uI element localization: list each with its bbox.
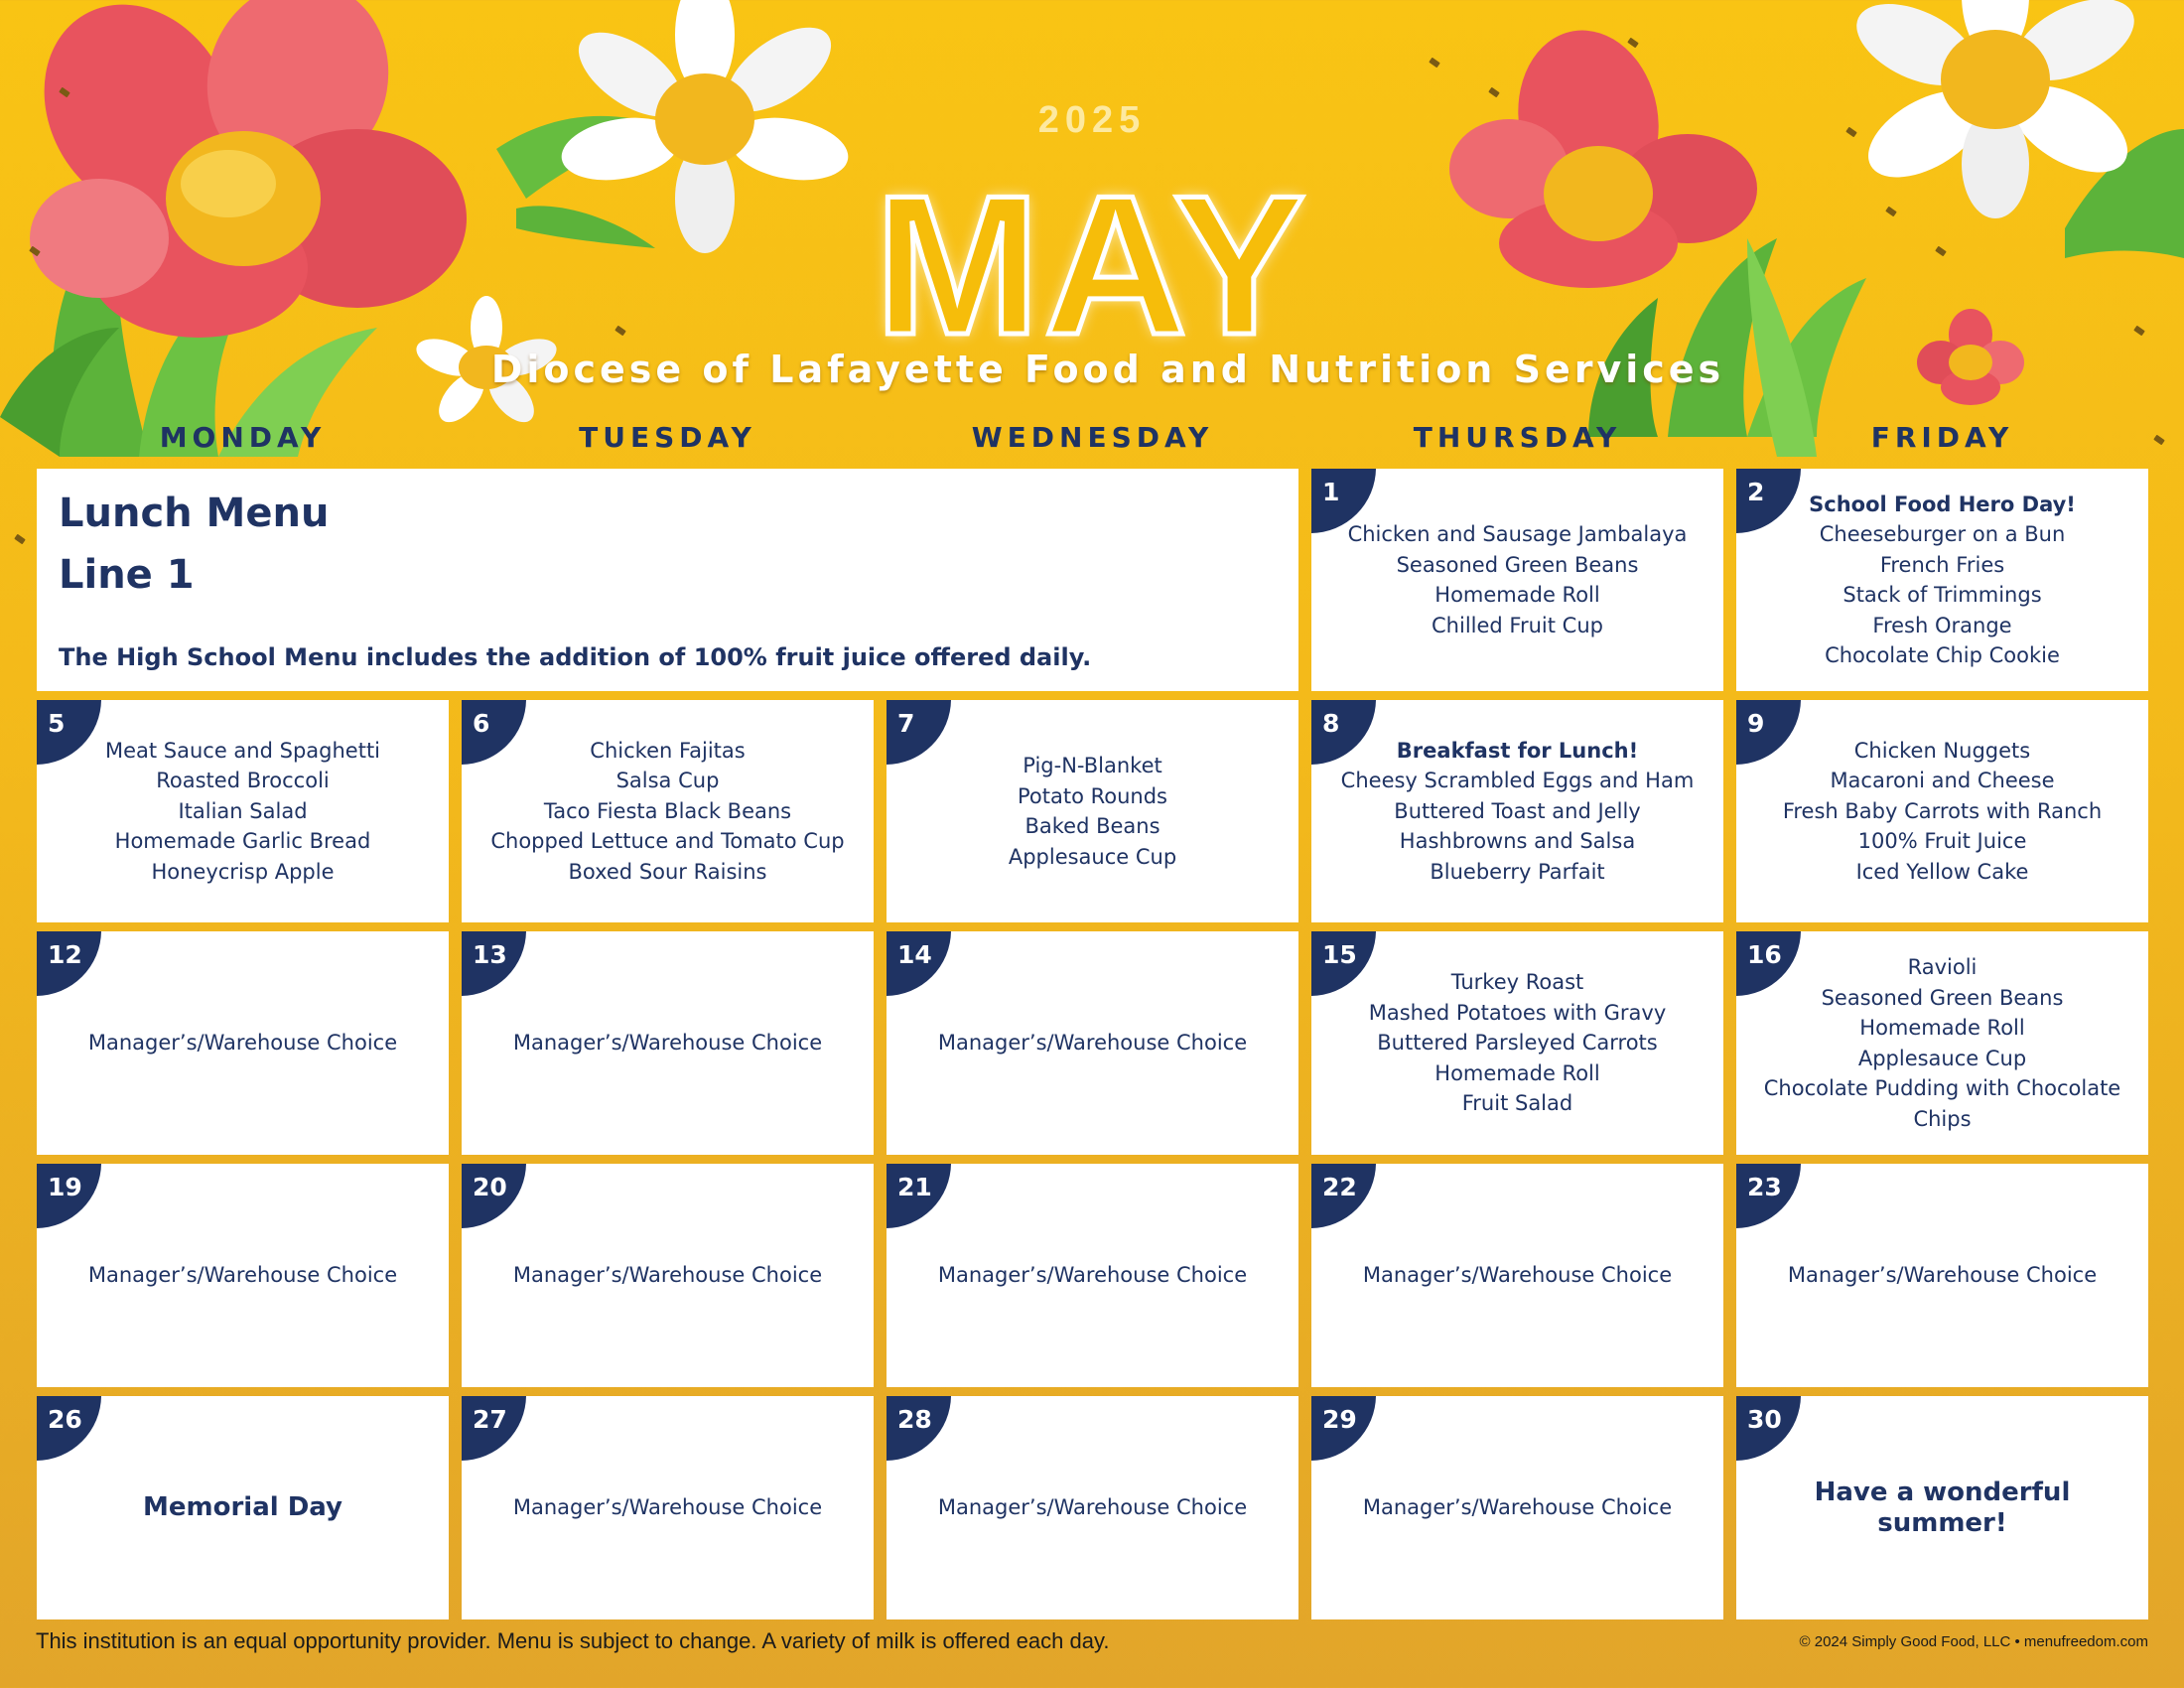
menu-items — [887, 700, 1298, 922]
date-number: 29 — [1322, 1405, 1357, 1434]
menu-item: Turkey Roast — [1450, 970, 1584, 995]
menu-item: Homemade Garlic Bread — [114, 829, 371, 854]
menu-item: Chocolate Chip Cookie — [1825, 643, 2060, 667]
menu-item: Chicken and Sausage Jambalaya — [1347, 522, 1688, 546]
menu-item: Macaroni and Cheese — [1830, 769, 2055, 793]
menu-item: Chips — [1913, 1106, 1972, 1131]
special-day-label: Breakfast for Lunch! — [1396, 738, 1639, 763]
menu-item: Cheesy Scrambled Eggs and Ham — [1340, 769, 1695, 793]
menu-item: Homemade Roll — [1434, 583, 1600, 607]
day-cell-1 — [1311, 469, 1723, 691]
date-number: 23 — [1747, 1173, 1782, 1201]
footer-copyright: © 2024 Simply Good Food, LLC • menufreedom.com — [1799, 1633, 2148, 1650]
menu-items — [1311, 700, 1723, 922]
menu-item: Manager’s/Warehouse Choice — [512, 1495, 823, 1520]
year-label: 2025 — [1037, 99, 1147, 141]
menu-items — [1736, 700, 2148, 922]
menu-item: Buttered Parsleyed Carrots — [1377, 1031, 1658, 1055]
menu-item: Manager’s/Warehouse Choice — [87, 1263, 398, 1288]
menu-title — [59, 483, 329, 606]
menu-item: Manager’s/Warehouse Choice — [512, 1031, 823, 1055]
menu-item: French Fries — [1879, 552, 2005, 577]
date-number: 30 — [1747, 1405, 1782, 1434]
menu-items — [1736, 1164, 2148, 1387]
date-number: 28 — [897, 1405, 932, 1434]
day-cell-19 — [37, 1164, 449, 1387]
menu-item: Honeycrisp Apple — [151, 859, 335, 884]
date-number: 6 — [473, 709, 490, 738]
day-cell-2 — [1736, 469, 2148, 691]
menu-item: Applesauce Cup — [1008, 844, 1177, 869]
day-cell-29 — [1311, 1396, 1723, 1619]
menu-items — [887, 931, 1298, 1155]
date-number: 21 — [897, 1173, 932, 1201]
weekday-wednesday: WEDNESDAY — [971, 421, 1214, 454]
date-number: 8 — [1322, 709, 1340, 738]
date-number: 27 — [473, 1405, 507, 1434]
menu-item: Manager’s/Warehouse Choice — [512, 1263, 823, 1288]
menu-item: Manager’s/Warehouse Choice — [1787, 1263, 2098, 1288]
menu-item: Potato Rounds — [1017, 783, 1167, 808]
menu-items — [462, 700, 874, 922]
menu-item: Salsa Cup — [615, 769, 720, 793]
day-cell-26 — [37, 1396, 449, 1619]
menu-items — [37, 700, 449, 922]
menu-item: Homemade Roll — [1434, 1060, 1600, 1085]
menu-item: Manager’s/Warehouse Choice — [937, 1263, 1248, 1288]
day-cell-30 — [1736, 1396, 2148, 1619]
weekday-tuesday: TUESDAY — [579, 421, 756, 454]
menu-items — [37, 931, 449, 1155]
menu-items — [1736, 1396, 2148, 1619]
date-number: 16 — [1747, 940, 1782, 969]
date-number: 22 — [1322, 1173, 1357, 1201]
day-cell-16 — [1736, 931, 2148, 1155]
date-number: 20 — [473, 1173, 507, 1201]
menu-items — [1736, 931, 2148, 1155]
day-cell-23 — [1736, 1164, 2148, 1387]
menu-item: Fresh Baby Carrots with Ranch — [1782, 798, 2103, 823]
date-number: 5 — [48, 709, 66, 738]
menu-items — [887, 1164, 1298, 1387]
day-cell-14 — [887, 931, 1298, 1155]
menu-item: Stack of Trimmings — [1843, 583, 2042, 607]
menu-title-line1: Lunch Menu — [59, 491, 330, 536]
menu-items — [887, 1396, 1298, 1619]
date-number: 13 — [473, 940, 507, 969]
menu-items — [1311, 1396, 1723, 1619]
menu-item: Seasoned Green Beans — [1396, 552, 1639, 577]
menu-item: Seasoned Green Beans — [1821, 985, 2064, 1010]
day-cell-8 — [1311, 700, 1723, 922]
weekday-monday: MONDAY — [159, 421, 327, 454]
menu-item: Cheeseburger on a Bun — [1819, 522, 2066, 546]
date-number: 9 — [1747, 709, 1765, 738]
organization-name: Diocese of Lafayette Food and Nutrition Services — [490, 348, 1725, 391]
menu-item: Pig-N-Blanket — [1023, 754, 1162, 777]
juice-note: The High School Menu includes the addition of 100% fruit juice offered daily. — [59, 643, 1092, 671]
menu-items — [462, 1396, 874, 1619]
menu-item: 100% Fruit Juice — [1857, 829, 2027, 854]
day-cell-9 — [1736, 700, 2148, 922]
menu-item: Boxed Sour Raisins — [568, 859, 767, 884]
menu-items — [1311, 1164, 1723, 1387]
menu-item: Chicken Fajitas — [590, 738, 746, 763]
weekday-thursday: THURSDAY — [1413, 421, 1622, 454]
menu-item: Chilled Fruit Cup — [1432, 613, 1603, 637]
menu-items — [462, 931, 874, 1155]
day-cell-12 — [37, 931, 449, 1155]
menu-item: Blueberry Parfait — [1430, 859, 1605, 884]
menu-item: Meat Sauce and Spaghetti — [104, 738, 381, 763]
day-cell-6 — [462, 700, 874, 922]
day-cell-21 — [887, 1164, 1298, 1387]
menu-items — [1311, 469, 1723, 691]
menu-item: Fruit Salad — [1461, 1091, 1573, 1116]
date-number: 1 — [1322, 478, 1340, 506]
day-cell-15 — [1311, 931, 1723, 1155]
special-day-label: School Food Hero Day! — [1809, 492, 2076, 516]
menu-item: Mashed Potatoes with Gravy — [1368, 1000, 1667, 1025]
menu-items — [462, 1164, 874, 1387]
day-message: Have a wonderful summer! — [1814, 1477, 2071, 1538]
menu-items — [1311, 931, 1723, 1155]
menu-item: Applesauce Cup — [1857, 1046, 2027, 1070]
footer-disclaimer: This institution is an equal opportunity provider. Menu is subject to change. A variety of milk is offered each day. — [36, 1628, 1110, 1653]
day-cell-22 — [1311, 1164, 1723, 1387]
day-cell-27 — [462, 1396, 874, 1619]
menu-item: Chopped Lettuce and Tomato Cup — [490, 829, 845, 854]
menu-item: Manager’s/Warehouse Choice — [1362, 1263, 1673, 1288]
menu-item: Hashbrowns and Salsa — [1399, 829, 1636, 854]
menu-item: Italian Salad — [178, 798, 308, 823]
menu-title-line2: Line 1 — [59, 552, 195, 598]
date-number: 19 — [48, 1173, 82, 1201]
menu-item: Chicken Nuggets — [1853, 738, 2031, 763]
menu-item: Manager’s/Warehouse Choice — [1362, 1495, 1673, 1520]
menu-item: Homemade Roll — [1859, 1016, 2025, 1040]
date-number: 15 — [1322, 940, 1357, 969]
day-cell-7 — [887, 700, 1298, 922]
intro-cell — [37, 469, 1298, 691]
menu-item: Roasted Broccoli — [156, 769, 330, 793]
date-number: 2 — [1747, 478, 1765, 506]
date-number: 7 — [897, 709, 915, 738]
date-number: 26 — [48, 1405, 82, 1434]
day-cell-20 — [462, 1164, 874, 1387]
day-cell-5 — [37, 700, 449, 922]
menu-item: Taco Fiesta Black Beans — [543, 798, 792, 823]
date-number: 12 — [48, 940, 82, 969]
confetti — [14, 534, 26, 545]
day-message: Memorial Day — [143, 1492, 342, 1523]
weekday-friday: FRIDAY — [1870, 421, 2014, 454]
month-title: MAY — [874, 155, 1310, 376]
date-number: 14 — [897, 940, 932, 969]
menu-item: Fresh Orange — [1872, 613, 2012, 637]
menu-item: Buttered Toast and Jelly — [1394, 798, 1641, 823]
menu-items — [37, 1396, 449, 1619]
menu-item: Iced Yellow Cake — [1855, 859, 2029, 884]
menu-item: Ravioli — [1907, 955, 1978, 979]
menu-item: Baked Beans — [1024, 814, 1160, 838]
menu-items — [1736, 469, 2148, 691]
day-cell-28 — [887, 1396, 1298, 1619]
day-cell-13 — [462, 931, 874, 1155]
menu-item: Manager’s/Warehouse Choice — [937, 1495, 1248, 1520]
menu-item: Chocolate Pudding with Chocolate — [1763, 1076, 2121, 1100]
menu-item: Manager’s/Warehouse Choice — [87, 1031, 398, 1055]
menu-item: Manager’s/Warehouse Choice — [937, 1031, 1248, 1055]
menu-items — [37, 1164, 449, 1387]
